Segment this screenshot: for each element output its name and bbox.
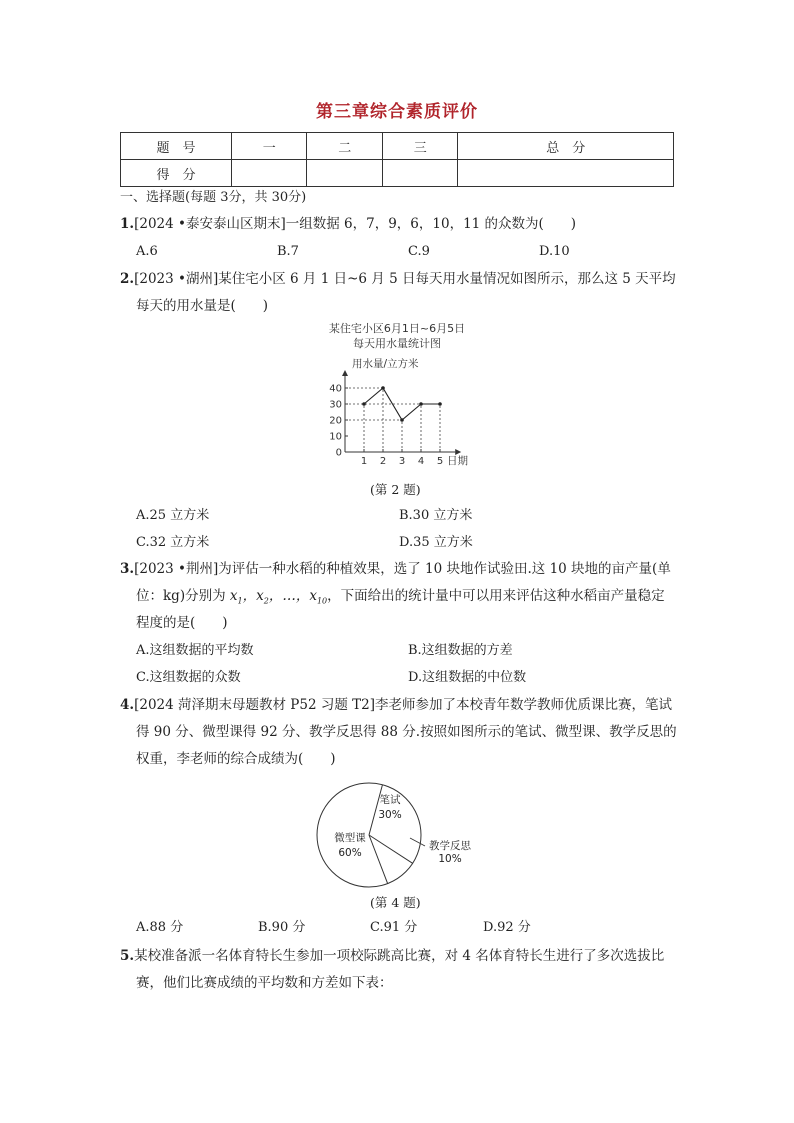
y-axis-label: 用水量/立方米	[352, 358, 419, 370]
score-table-score-row	[121, 160, 674, 187]
data-point	[381, 386, 385, 390]
x-axis-label: 日期	[447, 455, 468, 467]
question-text: [2023 •荆州]为评估一种水稻的种植效果，选了 10 块地作试验田.这 10 块地的亩产量(单	[134, 561, 671, 577]
y-axis-arrow	[342, 370, 348, 376]
question-number: 3.	[120, 561, 135, 577]
score-input-cell[interactable]	[232, 160, 307, 187]
data-point	[419, 402, 423, 406]
pie-slice-value: 10%	[438, 853, 462, 865]
question-number: 1.	[120, 216, 135, 232]
question-text: 位：kg)分别为	[136, 588, 230, 604]
data-point	[438, 402, 442, 406]
question-text: [2023 •湖州]某住宅小区 6 月 1 日~6 月 5 日每天用水量情况如图所示，那么这 5 天平均	[134, 271, 676, 287]
question-text: 得 90 分、微型课得 92 分、教学反思得 88 分.按照如图所示的笔试、微型课、教学反思的	[136, 724, 677, 740]
figure-caption: (第 2 题)	[370, 482, 421, 497]
option-a[interactable]: A.88 分	[136, 920, 184, 935]
score-cell: 二	[307, 133, 382, 160]
question-2	[120, 271, 676, 287]
question-text: [2024 菏泽期末母题教材 P52 习题 T2]李老师参加了本校青年数学教师优质课比赛，笔试	[134, 697, 673, 713]
y-tick-label: 10	[329, 431, 342, 443]
question-number: 4.	[120, 697, 135, 713]
pie-slice-label: 教学反思	[429, 840, 471, 852]
pie-slice-value: 60%	[338, 847, 362, 859]
question-text: 每天的用水量是( )	[136, 298, 269, 314]
variable-list: $x_1$，$x_2$，…，$x_{10}$	[229, 588, 328, 606]
chart-subtitle: 每天用水量统计图	[353, 337, 441, 350]
option-b[interactable]: B.7	[277, 244, 299, 259]
question-number: 5.	[120, 948, 135, 964]
page-title: 第三章综合素质评价	[316, 102, 478, 122]
question-text: 权重，李老师的综合成绩为( )	[136, 751, 336, 767]
question-text: ，下面给出的统计量中可以用来评估这种水稻亩产量稳定	[327, 588, 665, 604]
option-c[interactable]: C.这组数据的众数	[136, 670, 241, 685]
option-d[interactable]: D.这组数据的中位数	[408, 670, 527, 685]
score-input-cell[interactable]	[382, 160, 457, 187]
score-input-cell[interactable]	[307, 160, 382, 187]
question-number: 2.	[120, 271, 135, 287]
score-cell: 一	[232, 133, 307, 160]
question-text-line	[136, 588, 665, 610]
question-text: 赛，他们比赛成绩的平均数和方差如下表：	[136, 975, 393, 991]
option-c[interactable]: C.32 立方米	[136, 535, 210, 550]
score-cell: 总 分	[458, 133, 674, 160]
question-4	[120, 697, 672, 713]
pie-slice-value: 30%	[378, 809, 402, 821]
score-table	[120, 132, 674, 187]
data-point	[362, 402, 366, 406]
chart-title: 某住宅小区6月1日~6月5日	[328, 322, 466, 335]
option-a[interactable]: A.这组数据的平均数	[136, 643, 254, 658]
option-d[interactable]: D.92 分	[483, 920, 531, 935]
figure-caption: (第 4 题)	[370, 895, 421, 910]
pie-slice-label: 微型课	[334, 832, 366, 844]
section-heading: 一、选择题(每题 3分，共 30分)	[120, 190, 307, 205]
question-3	[120, 561, 671, 577]
question-text: 某校准备派一名体育特长生参加一项校际跳高比赛，对 4 名体育特长生进行了多次选拔比	[134, 948, 665, 964]
question-5	[120, 948, 664, 964]
option-d[interactable]: D.35 立方米	[399, 535, 473, 550]
y-tick-label: 20	[329, 415, 342, 427]
option-b[interactable]: B.90 分	[258, 920, 306, 935]
score-table-header-row	[121, 133, 674, 160]
y-tick-label: 30	[329, 399, 342, 411]
option-c[interactable]: C.9	[408, 244, 430, 259]
score-input-cell[interactable]	[458, 160, 674, 187]
question-text: 程度的是( )	[136, 615, 228, 631]
y-tick-label: 0	[335, 447, 342, 459]
score-cell: 题 号	[121, 133, 232, 160]
option-a[interactable]: A.6	[136, 244, 158, 259]
water-usage-line-chart	[300, 318, 500, 470]
score-cell: 得 分	[121, 160, 232, 187]
y-tick-label: 40	[329, 383, 342, 395]
x-tick-label: 4	[417, 456, 425, 467]
option-c[interactable]: C.91 分	[370, 920, 418, 935]
x-tick-label: 2	[379, 456, 387, 467]
x-tick-label: 5	[436, 456, 444, 467]
pie-slice-label: 笔试	[379, 794, 401, 806]
option-d[interactable]: D.10	[539, 244, 570, 259]
x-tick-label: 3	[398, 456, 406, 467]
option-b[interactable]: B.这组数据的方差	[408, 643, 513, 658]
question-1	[120, 216, 576, 232]
question-text: [2024 •泰安泰山区期末]一组数据 6，7，9，6，10，11 的众数为( )	[134, 216, 577, 232]
x-tick-label: 1	[360, 456, 368, 467]
score-cell: 三	[382, 133, 457, 160]
option-b[interactable]: B.30 立方米	[399, 508, 473, 523]
data-point	[400, 418, 404, 422]
score-weight-pie-chart	[312, 780, 482, 890]
option-a[interactable]: A.25 立方米	[136, 508, 210, 523]
